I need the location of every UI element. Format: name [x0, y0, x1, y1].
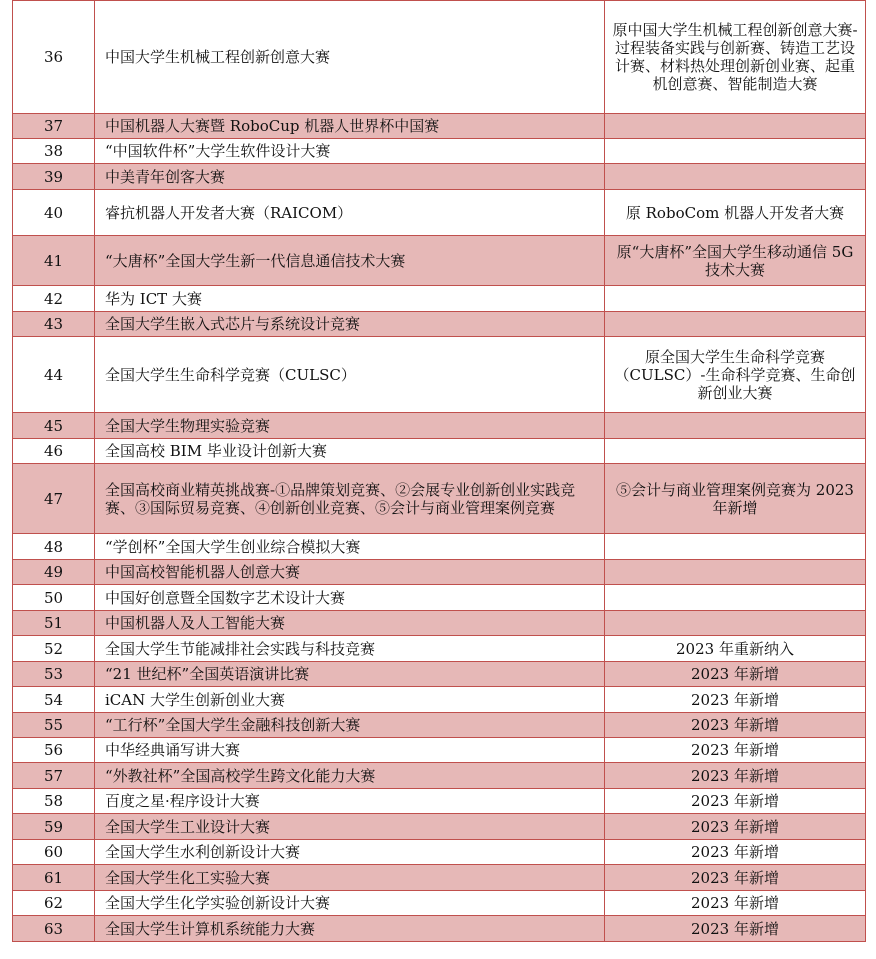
- row-number: 39: [13, 164, 95, 190]
- table-row: [13, 585, 866, 611]
- competition-name: 全国大学生嵌入式芯片与系统设计竞赛: [95, 312, 605, 337]
- remark: 2023 年新增: [605, 891, 866, 916]
- competition-name: iCAN 大学生创新创业大赛: [95, 687, 605, 713]
- table-row: [13, 114, 866, 139]
- competition-name: 中国高校智能机器人创意大赛: [95, 560, 605, 585]
- row-number: 36: [13, 1, 95, 114]
- row-number: 58: [13, 789, 95, 814]
- remark: 2023 年新增: [605, 865, 866, 891]
- remark: ⑤会计与商业管理案例竞赛为 2023 年新增: [605, 464, 866, 534]
- remark: 2023 年新增: [605, 763, 866, 789]
- row-number: 47: [13, 464, 95, 534]
- row-number: 57: [13, 763, 95, 789]
- table-row: [13, 789, 866, 814]
- competition-name: 华为 ICT 大赛: [95, 286, 605, 312]
- row-number: 56: [13, 738, 95, 763]
- competition-name: 睿抗机器人开发者大赛（RAICOM）: [95, 190, 605, 236]
- competition-name: “中国软件杯”大学生软件设计大赛: [95, 139, 605, 164]
- remark: [605, 585, 866, 611]
- competition-name: 全国大学生物理实验竞赛: [95, 413, 605, 439]
- row-number: 60: [13, 840, 95, 865]
- remark: [605, 164, 866, 190]
- table-row: [13, 916, 866, 942]
- table-row: [13, 713, 866, 738]
- row-number: 41: [13, 236, 95, 286]
- table-row: [13, 190, 866, 236]
- row-number: 42: [13, 286, 95, 312]
- row-number: 54: [13, 687, 95, 713]
- competition-name: 百度之星·程序设计大赛: [95, 789, 605, 814]
- remark: 2023 年新增: [605, 814, 866, 840]
- row-number: 53: [13, 662, 95, 687]
- competition-name: 全国高校 BIM 毕业设计创新大赛: [95, 439, 605, 464]
- table-row: [13, 891, 866, 916]
- remark: [605, 439, 866, 464]
- remark: 2023 年新增: [605, 916, 866, 942]
- remark: 原全国大学生生命科学竞赛（CULSC）-生命科学竞赛、生命创新创业大赛: [605, 337, 866, 413]
- competition-name: 中国大学生机械工程创新创意大赛: [95, 1, 605, 114]
- row-number: 49: [13, 560, 95, 585]
- competition-name: “工行杯”全国大学生金融科技创新大赛: [95, 713, 605, 738]
- table-row: [13, 738, 866, 763]
- row-number: 50: [13, 585, 95, 611]
- table-row: [13, 636, 866, 662]
- table-row: [13, 439, 866, 464]
- competition-name: 全国大学生节能减排社会实践与科技竞赛: [95, 636, 605, 662]
- row-number: 55: [13, 713, 95, 738]
- competition-table: [12, 0, 866, 942]
- remark: 2023 年新增: [605, 840, 866, 865]
- row-number: 45: [13, 413, 95, 439]
- remark: [605, 611, 866, 636]
- competition-name: 全国大学生化学实验创新设计大赛: [95, 891, 605, 916]
- competition-name: 全国大学生生命科学竞赛（CULSC）: [95, 337, 605, 413]
- table-row: [13, 840, 866, 865]
- row-number: 46: [13, 439, 95, 464]
- table-row: [13, 611, 866, 636]
- competition-name: 中国好创意暨全国数字艺术设计大赛: [95, 585, 605, 611]
- remark: [605, 114, 866, 139]
- row-number: 43: [13, 312, 95, 337]
- table-row: [13, 312, 866, 337]
- table-row: [13, 763, 866, 789]
- remark: 2023 年新增: [605, 789, 866, 814]
- remark: [605, 139, 866, 164]
- remark: 2023 年新增: [605, 662, 866, 687]
- table-row: [13, 413, 866, 439]
- competition-name: 全国大学生水利创新设计大赛: [95, 840, 605, 865]
- remark: 原 RoboCom 机器人开发者大赛: [605, 190, 866, 236]
- remark: [605, 312, 866, 337]
- table-row: [13, 139, 866, 164]
- competition-name: 中美青年创客大赛: [95, 164, 605, 190]
- remark: 原“大唐杯”全国大学生移动通信 5G 技术大赛: [605, 236, 866, 286]
- table-row: [13, 1, 866, 114]
- remark: [605, 413, 866, 439]
- competition-name: “21 世纪杯”全国英语演讲比赛: [95, 662, 605, 687]
- row-number: 51: [13, 611, 95, 636]
- row-number: 37: [13, 114, 95, 139]
- competition-name: 全国大学生工业设计大赛: [95, 814, 605, 840]
- row-number: 62: [13, 891, 95, 916]
- competition-name: “学创杯”全国大学生创业综合模拟大赛: [95, 534, 605, 560]
- row-number: 63: [13, 916, 95, 942]
- competition-name: “外教社杯”全国高校学生跨文化能力大赛: [95, 763, 605, 789]
- remark: [605, 560, 866, 585]
- row-number: 59: [13, 814, 95, 840]
- row-number: 48: [13, 534, 95, 560]
- remark: [605, 286, 866, 312]
- table-row: [13, 662, 866, 687]
- table-row: [13, 286, 866, 312]
- row-number: 52: [13, 636, 95, 662]
- table-row: [13, 534, 866, 560]
- table-row: [13, 865, 866, 891]
- row-number: 38: [13, 139, 95, 164]
- remark: 2023 年新增: [605, 738, 866, 763]
- table-row: [13, 687, 866, 713]
- competition-table-container: [12, 0, 865, 942]
- table-row: [13, 236, 866, 286]
- row-number: 44: [13, 337, 95, 413]
- row-number: 40: [13, 190, 95, 236]
- competition-name: 全国大学生化工实验大赛: [95, 865, 605, 891]
- table-row: [13, 337, 866, 413]
- remark: [605, 534, 866, 560]
- table-row: [13, 814, 866, 840]
- remark: 原中国大学生机械工程创新创意大赛-过程装备实践与创新赛、铸造工艺设计赛、材料热处理创新创业赛、起重机创意赛、智能制造大赛: [605, 1, 866, 114]
- table-row: [13, 164, 866, 190]
- remark: 2023 年新增: [605, 713, 866, 738]
- remark: 2023 年新增: [605, 687, 866, 713]
- table-row: [13, 560, 866, 585]
- competition-name: 全国大学生计算机系统能力大赛: [95, 916, 605, 942]
- competition-name: 中华经典诵写讲大赛: [95, 738, 605, 763]
- competition-name: “大唐杯”全国大学生新一代信息通信技术大赛: [95, 236, 605, 286]
- competition-name: 中国机器人及人工智能大赛: [95, 611, 605, 636]
- competition-name: 中国机器人大赛暨 RoboCup 机器人世界杯中国赛: [95, 114, 605, 139]
- competition-name: 全国高校商业精英挑战赛-①品牌策划竞赛、②会展专业创新创业实践竞赛、③国际贸易竞赛、④创新创业竞赛、⑤会计与商业管理案例竞赛: [95, 464, 605, 534]
- remark: 2023 年重新纳入: [605, 636, 866, 662]
- table-row: [13, 464, 866, 534]
- row-number: 61: [13, 865, 95, 891]
